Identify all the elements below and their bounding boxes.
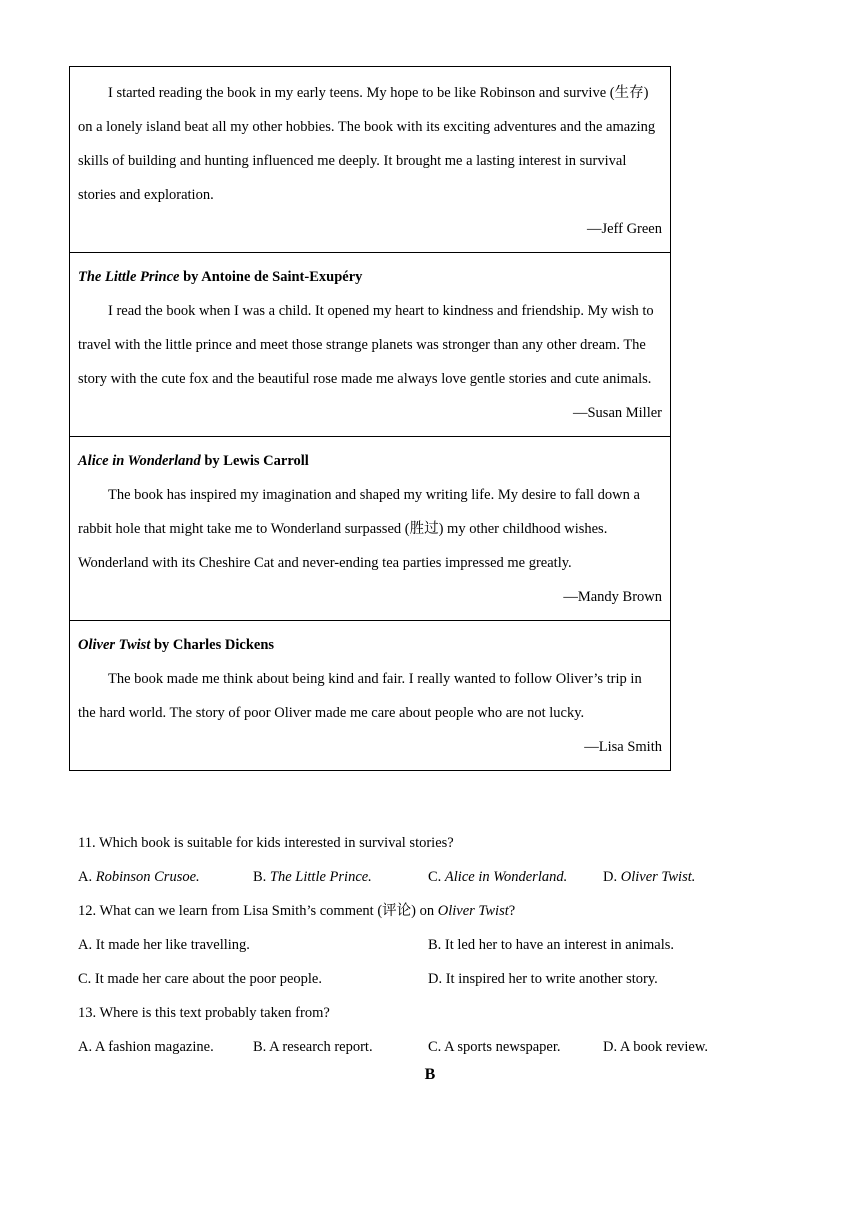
review-text: I started reading the book in my early teens. My hope to be like Robinson and survive (生存) on a lonely island beat all my other hobbies. The book with its exciting adventures and the amazing skills of building and hunting influenced me deeply. It brought me a lasting interest in survival stories and exploration. [78,85,656,203]
reviewer-name: —Susan Miller [572,405,662,421]
option-c[interactable] [428,860,603,894]
question-13-stem: 13. Where is this text probably taken from? [78,1005,330,1021]
option-a[interactable] [78,860,253,894]
review-cell-robinson [70,67,670,252]
option-c[interactable]: C. It made her care about the poor people. [78,971,322,987]
question-11-stem: 11. Which book is suitable for kids interested in survival stories? [78,835,454,851]
review-text: I read the book when I was a child. It opened my heart to kindness and friendship. My wish to travel with the little prince and meet those strange planets was stronger than any other dream. The story with the cute fox and the beautiful rose made me always love gentle stories and cute animals. [78,303,654,387]
option-text: Robinson Crusoe. [95,869,200,885]
review-text: The book has inspired my imagination and shaped my writing life. My desire to fall down a rabbit hole that might take me to Wonderland surpassed (胜过) my other childhood wishes. Wonderland with its Cheshire Cat and never-ending tea parties impressed me greatly. [78,487,640,571]
stem-book-title: Oliver Twist [437,903,509,919]
option-text: Oliver Twist. [620,869,696,885]
section-heading: B [424,1066,436,1083]
book-title: Alice in Wonderland [78,453,201,469]
option-b[interactable]: B. A research report. [253,1039,373,1055]
option-b[interactable]: B. It led her to have an interest in animals. [428,937,675,953]
option-text: Alice in Wonderland. [444,869,568,885]
option-letter: D. [603,869,621,885]
question-12-options-row-2 [78,962,778,996]
question-13-options [78,1030,778,1064]
option-a[interactable]: A. It made her like travelling. [78,937,250,953]
review-cell-little-prince [70,252,670,436]
book-author: by Antoine de Saint-Exupéry [179,269,363,285]
book-title-line [78,260,662,294]
option-letter: C. [428,869,445,885]
book-author: by Charles Dickens [150,637,275,653]
option-a[interactable]: A. A fashion magazine. [78,1039,214,1055]
question-12-stem [78,894,778,928]
book-reviews-table [69,66,671,771]
option-d[interactable]: D. It inspired her to write another story. [428,971,658,987]
review-text: The book made me think about being kind and fair. I really wanted to follow Oliver’s trip in the hard world. The story of poor Oliver made me care about people who are not lucky. [78,671,642,721]
option-d[interactable]: D. A book review. [603,1039,708,1055]
reviewer-name: —Mandy Brown [563,589,662,605]
option-b[interactable] [253,860,428,894]
stem-text: 12. What can we learn from Lisa Smith’s comment (评论) on [78,903,438,919]
option-letter: A. [78,869,96,885]
reviewer-name: —Lisa Smith [584,739,662,755]
question-12-options-row-1 [78,928,778,962]
review-cell-alice [70,436,670,620]
book-title-line [78,628,662,662]
option-text: The Little Prince. [269,869,372,885]
option-letter: B. [253,869,270,885]
book-title: Oliver Twist [78,637,151,653]
stem-end: ? [508,903,516,919]
question-11-options [78,860,778,894]
questions-block [78,826,778,1064]
option-d[interactable] [603,860,778,894]
reviewer-name: —Jeff Green [586,221,662,237]
book-author: by Lewis Carroll [200,453,309,469]
option-c[interactable]: C. A sports newspaper. [428,1039,561,1055]
book-title-line [78,444,662,478]
book-title: The Little Prince [78,269,180,285]
review-cell-oliver [70,620,670,770]
